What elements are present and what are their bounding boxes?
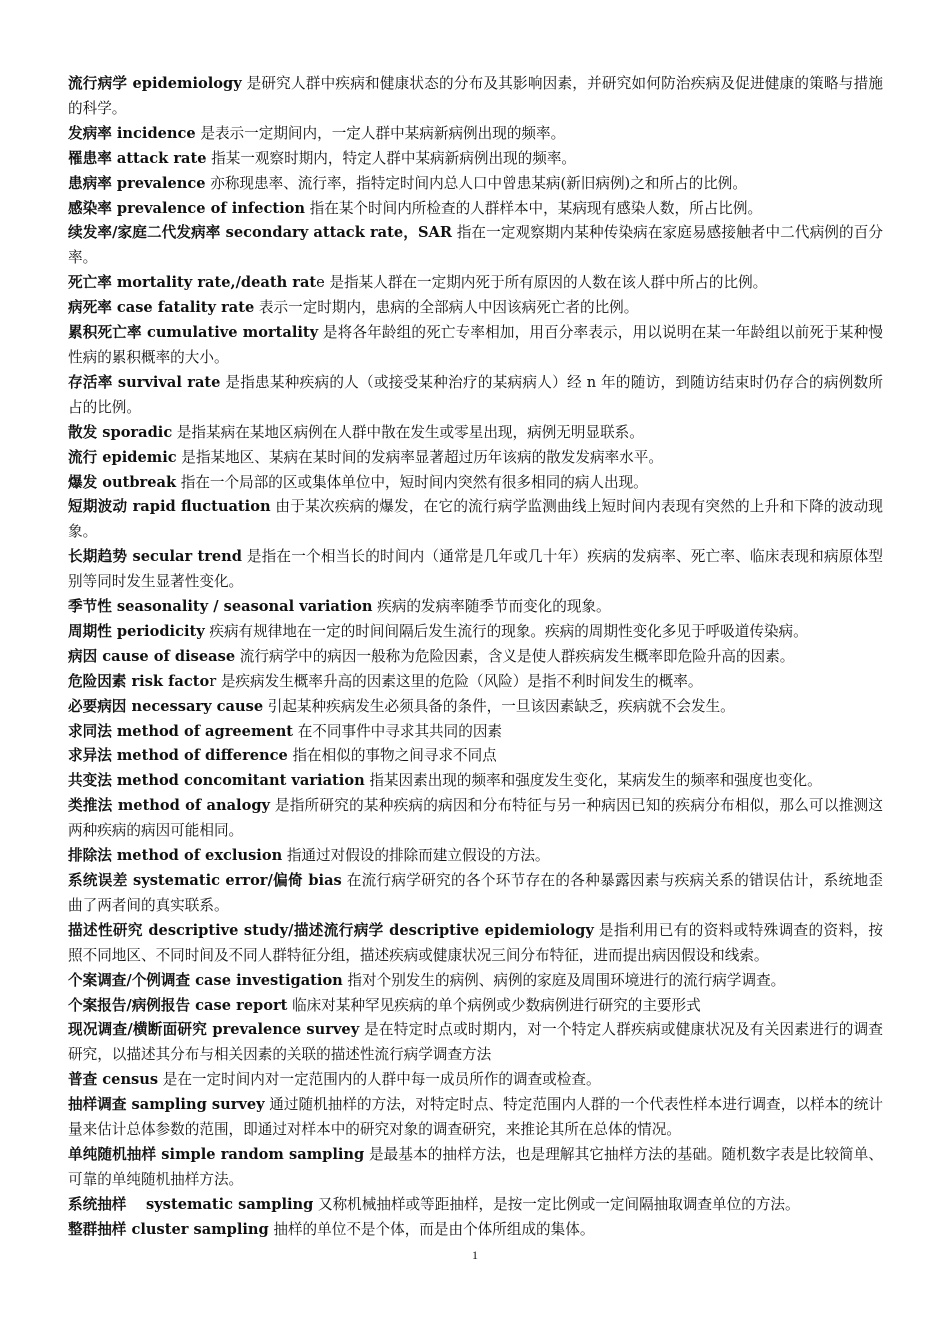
entry <box>68 1018 883 1068</box>
entry-definition: 指在一个局部的区或集体单位中，短时间内突然有很多相同的病人出现。 <box>176 473 648 491</box>
entry <box>68 695 883 720</box>
entry-definition: 指某一观察时期内，特定人群中某病新病例出现的频率。 <box>206 149 577 167</box>
entry-definition: 引起某种疾病发生必须具备的条件，一旦该因素缺乏，疾病就不会发生。 <box>263 697 735 715</box>
entry-term: 系统抽样 systematic sampling <box>68 1195 314 1213</box>
entry <box>68 1093 883 1143</box>
entry <box>68 670 883 695</box>
entry-definition: 是指某病在某地区病例在人群中散在发生或零星出现，病例无明显联系。 <box>172 423 644 441</box>
entry <box>68 1143 883 1193</box>
entry-definition: 表示一定时期内，患病的全部病人中因该病死亡者的比例。 <box>254 299 639 317</box>
entry-definition: 指通过对假设的排除而建立假设的方法。 <box>282 847 550 865</box>
entry-term: 发病率 incidence <box>68 124 196 142</box>
entry-term: 周期性 periodicity <box>68 622 205 640</box>
entry <box>68 769 883 794</box>
entry-definition: 指某因素出现的频率和强度发生变化，某病发生的频率和强度也变化。 <box>364 772 822 790</box>
entry-definition: 是将各年龄组的死亡专率相加，用百分率表示，用以说明在某一年龄组以前死于某种慢性病的累积概率的大小。 <box>68 324 883 366</box>
entry <box>68 495 883 545</box>
entry-definition: 是指某地区、某病在某时间的发病率显著超过历年该病的散发发病率水平。 <box>176 448 663 466</box>
entry-term: 描述性研究 descriptive study/描述流行病学 descriptive epidemiology <box>68 921 594 939</box>
entry-definition: r 是疾病发生概率升高的因素这里的危险（风险）是指不利时间发生的概率。 <box>209 672 703 690</box>
entry-term: 存活率 survival rate <box>68 373 221 391</box>
entry-term: 单纯随机抽样 simple random sampling <box>68 1145 365 1163</box>
entry-term: 求同法 method of agreement <box>68 722 294 740</box>
entry <box>68 720 883 745</box>
entry <box>68 371 883 421</box>
entry <box>68 869 883 919</box>
entry <box>68 969 883 994</box>
page-number: 1 <box>472 1248 478 1262</box>
entry <box>68 595 883 620</box>
entry-term: 病因 cause of disease <box>68 647 236 665</box>
entry <box>68 321 883 371</box>
entry-term: 流行病学 epidemiology <box>68 75 242 92</box>
entry-term: 罹患率 attack rate <box>68 149 207 167</box>
entry-term: 抽样调查 sampling survey <box>68 1096 265 1114</box>
entry-term: 危险因素 risk facto <box>68 672 210 690</box>
entry-definition: 是指患某种疾病的人（或接受某种治疗的某病病人）经 n 年的随访，到随访结束时仍存合的病例数所占的比例。 <box>68 373 883 416</box>
entry <box>68 794 883 844</box>
entry <box>68 1193 883 1218</box>
entry-term: 现况调查/横断面研究 prevalence survey <box>68 1021 360 1039</box>
entry-term: 个案报告/病例报告 case report <box>68 996 288 1014</box>
entry-term: 个案调查/个例调查 case investigation <box>68 971 343 989</box>
entry-definition: 抽样的单位不是个体，而是由个体所组成的集体。 <box>268 1220 595 1238</box>
entry-definition: 是研究人群中疾病和健康状态的分布及其影响因素，并研究如何防治疾病及促进健康的策略与措施的科学。 <box>68 75 883 117</box>
entry <box>68 471 883 496</box>
entry-term: 死亡率 mortality rate,/death rat <box>68 274 317 292</box>
entry-definition: e 是指某人群在一定期内死于所有原因的人数在该人群中所占的比例。 <box>316 274 768 292</box>
entry-term: 季节性 seasonality / seasonal variation <box>68 598 373 616</box>
entry-term: 短期波动 rapid fluctuation <box>68 498 271 516</box>
entry-term: 累积死亡率 cumulative mortality <box>68 324 319 342</box>
entry <box>68 72 883 122</box>
entry-definition: 是在特定时点或时期内，对一个特定人群疾病或健康状况及有关因素进行的调查研究，以描述其分布与相关因素的关联的描述性流行病学调查方法 <box>68 1021 883 1064</box>
entry-definition: 是表示一定期间内，一定人群中某病新病例出现的频率。 <box>195 124 566 142</box>
entry-definition: 疾病的发病率随季节而变化的现象。 <box>372 598 611 616</box>
entry-definition: 是指在一个相当长的时间内（通常是几年或几十年）疾病的发病率、死亡率、临床表现和病原体型别等同时发生显著性变化。 <box>68 548 883 591</box>
entry <box>68 1068 883 1093</box>
entry-term: 系统误差 systematic error/偏倚 bias <box>68 872 342 889</box>
entry <box>68 197 883 222</box>
entry-term: 感染率 prevalence of infection <box>68 199 305 217</box>
entry-definition: 是最基本的抽样方法，也是理解其它抽样方法的基础。随机数字表是比较简单、可靠的单纯随机抽样方法。 <box>68 1145 883 1188</box>
entry-term: 必要病因 necessary cause <box>68 697 264 715</box>
document-body <box>68 72 883 1243</box>
entry <box>68 271 883 296</box>
entry-term: 病死率 case fatality rate <box>68 299 255 317</box>
entry <box>68 147 883 172</box>
entry <box>68 620 883 645</box>
entry-definition: 由于某次疾病的爆发，在它的流行病学监测曲线上短时间内表现有突然的上升和下降的波动现象。 <box>68 498 883 541</box>
entry <box>68 744 883 769</box>
entry-term: 续发率/家庭二代发病率 secondary attack rate，SAR <box>68 224 452 242</box>
entry <box>68 421 883 446</box>
entry-term: 散发 sporadic <box>68 423 173 441</box>
entry-definition: 是指利用已有的资料或特殊调查的资料，按照不同地区、不同时间及不同人群特征分组，描述疾病或健康状况三间分布特征，进而提出病因假设和线索。 <box>68 921 883 964</box>
entry-definition: 在流行病学研究的各个环节存在的各种暴露因素与疾病关系的错误估计，系统地歪曲了两者间的真实联系。 <box>68 872 883 914</box>
entry-term: 长期趋势 secular trend <box>68 548 242 566</box>
entry-definition: 亦称现患率、流行率，指特定时间内总人口中曾患某病(新旧病例)之和所占的比例。 <box>205 174 747 192</box>
entry <box>68 844 883 869</box>
entry-term: 排除法 method of exclusion <box>68 847 283 865</box>
entry <box>68 1218 883 1243</box>
entry-definition: 指在一定观察期内某种传染病在家庭易感接触者中二代病例的百分率。 <box>68 224 883 267</box>
entry <box>68 446 883 471</box>
entry <box>68 296 883 321</box>
entry <box>68 545 883 595</box>
entry <box>68 221 883 271</box>
entry-term: 爆发 outbreak <box>68 473 177 491</box>
entry-definition: 在不同事件中寻求其共同的因素 <box>293 722 503 740</box>
entry-term: 求异法 method of difference <box>68 747 288 765</box>
entry-term: 患病率 prevalence <box>68 174 206 192</box>
entry <box>68 994 883 1019</box>
entry-term: 普查 census <box>68 1071 159 1089</box>
entry <box>68 172 883 197</box>
entry-definition: 是指所研究的某种疾病的病因和分布特征与另一种病因已知的疾病分布相似，那么可以推测这两种疾病的病因可能相同。 <box>68 797 883 840</box>
entry-term: 类推法 method of analogy <box>68 797 270 815</box>
entry-definition: 临床对某种罕见疾病的单个病例或少数病例进行研究的主要形式 <box>287 996 701 1014</box>
entry-definition: 指对个别发生的病例、病例的家庭及周围环境进行的流行病学调查。 <box>342 971 786 989</box>
entry-term: 共变法 method concomitant variation <box>68 772 365 790</box>
entry-definition: 指在某个时间内所检查的人群样本中，某病现有感染人数，所占比例。 <box>305 199 763 217</box>
entry-definition: 指在相似的事物之间寻求不同点 <box>287 747 497 765</box>
entry-definition: 通过随机抽样的方法，对特定时点、特定范围内人群的一个代表性样本进行调查，以样本的统计量来估计总体参数的范围，即通过对样本中的研究对象的调查研究，来推论其所在总体的情况。 <box>68 1096 883 1139</box>
entry-term: 整群抽样 cluster sampling <box>68 1220 269 1238</box>
entry-definition: 流行病学中的病因一般称为危险因素，含义是使人群疾病发生概率即危险升高的因素。 <box>235 647 795 665</box>
entry-definition: 又称机械抽样或等距抽样，是按一定比例或一定间隔抽取调查单位的方法。 <box>313 1195 800 1213</box>
entry <box>68 122 883 147</box>
entry <box>68 919 883 969</box>
entry-definition: 是在一定时间内对一定范围内的人群中每一成员所作的调查或检查。 <box>158 1071 601 1089</box>
entry-term: 流行 epidemic <box>68 448 177 466</box>
entry <box>68 645 883 670</box>
entry-definition: 疾病有规律地在一定的时间间隔后发生流行的现象。疾病的周期性变化多见于呼吸道传染病。 <box>204 622 808 640</box>
